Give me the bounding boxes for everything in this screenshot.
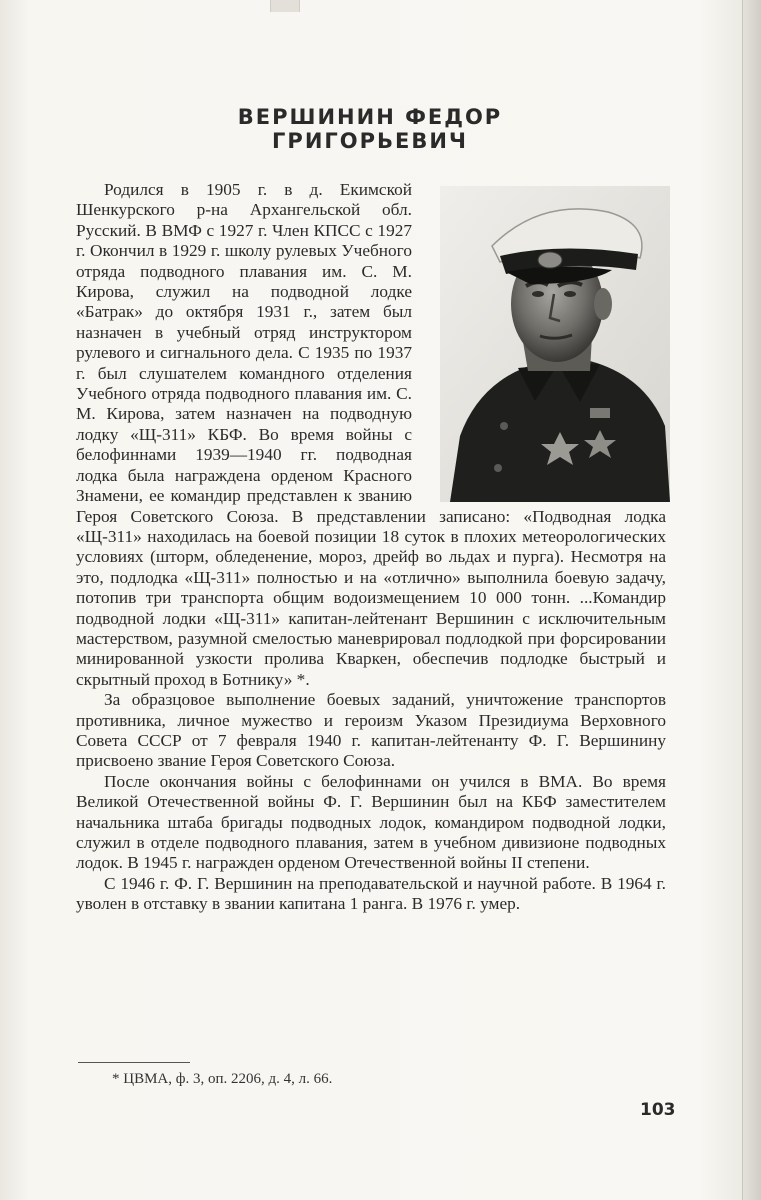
paragraph-2: За образцовое выполнение боевых заданий, уничтожение транспортов противника, личное мужество и героизм Указом Президиума Верховного Совета СССР от 7 февраля 1940 г. капитан-лейтенанту Ф. Г. Вершинину присвоено звание Героя Советского Союза. <box>76 690 666 771</box>
binding-tab <box>270 0 300 12</box>
paragraph-4: С 1946 г. Ф. Г. Вершинин на преподавательской и научной работе. В 1964 г. уволен в отставку в звании капитана 1 ранга. В 1976 г. умер. <box>76 873 666 914</box>
page-title: ВЕРШИНИН ФЕДОР ГРИГОРЬЕВИЧ <box>237 105 503 153</box>
footnote-rule <box>78 1062 190 1063</box>
portrait-photo <box>440 186 670 502</box>
paragraph-1: Родился в 1905 г. в д. Екимской Шенкурского р-на Архангельской обл. Русский. В ВМФ с 1927 г. Член КПСС с 1927 г. Окончил в 1929 г. школу рулевых Учебного отряда подводного плавания им. С. М. Кирова, служил на подводной лодке «Батрак» до октября 1931 г., затем был назначен в учебный отряд инструктором рулевого и сигнального дела. С 1935 по 1937 г. был слушателем командного отделения Учебного отряда подводного плавания им. С. М. Кирова, затем назначен на подводную лодку «Щ-311» КБФ. Во время войны с белофиннами 1939—1940 гг. подводная лодка была награждена орденом Красного Знамени, ее командир представлен к званию Героя Советского Союза. В представлении записано: «Подводная лодка «Щ-311» находилась на боевой позиции 18 суток в плохих метеорологических условиях (шторм, обледенение, мороз, дрейф во льдах и пурга). Несмотря на это, подлодка «Щ-311» полностью и на «отлично» выполнила боевую задачу, потопив три транспорта общим водоизмещением 10 000 тонн. ...Командир подводной лодки «Щ-311» капитан-лейтенант Вершинин с исключительным мастерством, разумной смелостью маневрировал подлодкой при форсировании минированной узкости пролива Кваркен, обеспечив подлодке быстрый и скрытный проход в Ботнику» *. <box>76 180 666 689</box>
biography-text <box>76 180 666 915</box>
paragraph-3: После окончания войны с белофиннами он учился в ВМА. Во время Великой Отечественной войны Ф. Г. Вершинин был на КБФ заместителем начальника штаба бригады подводных лодок, командиром подводной лодки, служил в отделе подводного плавания, затем в учебном дивизионе подводных лодок. В 1945 г. награжден орденом Отечественной войны II степени. <box>76 771 666 873</box>
page-edge <box>742 0 761 1200</box>
footnote: * ЦВМА, ф. 3, оп. 2206, д. 4, л. 66. <box>112 1071 333 1087</box>
page-number: 103 <box>640 1100 676 1120</box>
